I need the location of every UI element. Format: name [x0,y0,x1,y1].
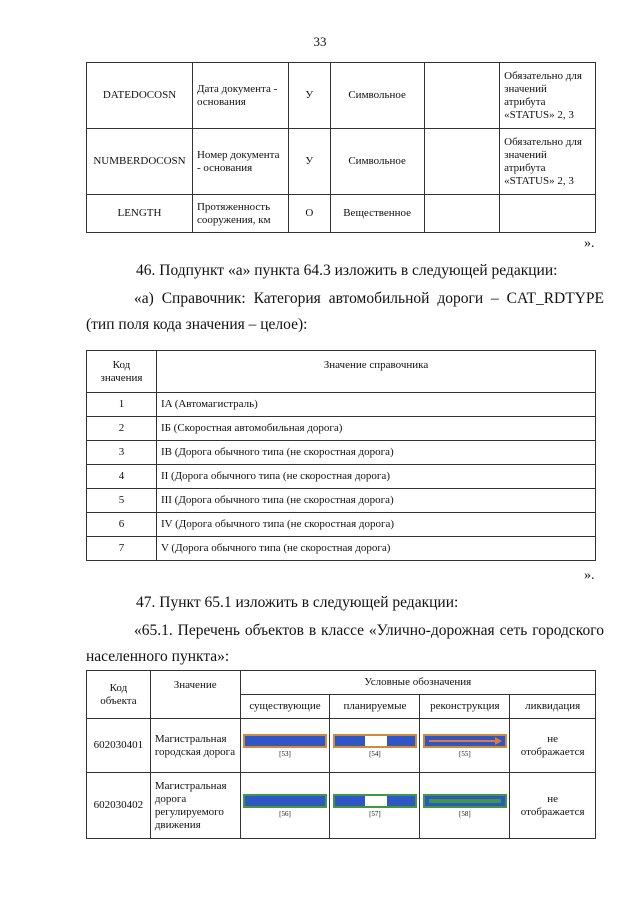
attribute-flag: У [288,63,330,129]
category-code: 7 [87,537,157,561]
table-row [87,537,596,561]
attribute-note: Обязательно для значений атрибута «STATUS» 2, 3 [500,63,596,129]
subheader-reconstruction: реконструкция [420,695,510,719]
attribute-desc: Дата документа - основания [192,63,288,129]
attribute-flag: У [288,129,330,195]
symbol-planned [330,773,420,839]
category-code: 4 [87,465,157,489]
closing-quote-2: ». [584,568,595,583]
table-row [87,773,596,839]
symbol-reconstruction [420,719,510,773]
attribute-type: Символьное [330,129,424,195]
column-header-value: Значение справочника [156,351,595,393]
attribute-flag: О [288,195,330,233]
attribute-extra [424,195,500,233]
column-header-value: Значение [150,671,240,719]
attribute-extra [424,63,500,129]
symbol-ref: [58] [459,809,471,818]
category-value: IA (Автомагистраль) [156,393,595,417]
attribute-code: NUMBERDOCOSN [87,129,193,195]
attribute-extra [424,129,500,195]
road-network-table [86,670,596,839]
object-code: 602030401 [87,719,151,773]
column-header-code: Код значения [87,351,157,393]
paragraph-46: 46. Подпункт «а» пункта 64.3 изложить в следующей редакции: [136,262,558,279]
category-code: 2 [87,417,157,441]
table-row [87,489,596,513]
table-row [87,719,596,773]
symbol-existing [240,719,330,773]
category-value: IV (Дорога обычного типа (не скоростная дорога) [156,513,595,537]
paragraph-46-line3: (тип поля кода значения – целое): [86,316,308,333]
road-symbol-arrow-icon [423,734,507,748]
road-symbol-planned-icon [333,794,417,808]
table-row [87,195,596,233]
symbol-ref: [56] [279,809,291,818]
category-value: III (Дорога обычного типа (не скоростная дорога) [156,489,595,513]
table-row [87,441,596,465]
attributes-table [86,62,596,233]
symbol-existing [240,773,330,839]
road-symbol-icon [243,794,327,808]
column-header-object-code: Код объекта [87,671,151,719]
attribute-code: DATEDOCOSN [87,63,193,129]
table-header-row [87,671,596,695]
paragraph-47: 47. Пункт 65.1 изложить в следующей редакции: [136,594,459,611]
symbol-ref: [57] [369,809,381,818]
attribute-note [500,195,596,233]
category-value: V (Дорога обычного типа (не скоростная дорога) [156,537,595,561]
road-symbol-line-icon [423,794,507,808]
category-code: 6 [87,513,157,537]
attribute-code: LENGTH [87,195,193,233]
symbol-ref: [54] [369,749,381,758]
category-value: IВ (Дорога обычного типа (не скоростная дорога) [156,441,595,465]
closing-quote: ». [584,236,595,251]
attribute-desc: Номер документа - основания [192,129,288,195]
symbol-ref: [55] [459,749,471,758]
road-category-table [86,350,596,561]
category-code: 5 [87,489,157,513]
attribute-desc: Протяженность сооружения, км [192,195,288,233]
table-row [87,513,596,537]
table-row [87,63,596,129]
category-value: II (Дорога обычного типа (не скоростная дорога) [156,465,595,489]
attribute-note: Обязательно для значений атрибута «STATUS» 2, 3 [500,129,596,195]
category-value: IБ (Скоростная автомобильная дорога) [156,417,595,441]
category-code: 3 [87,441,157,465]
road-symbol-planned-icon [333,734,417,748]
paragraph-46-line2: «а) Справочник: Категория автомобильной дороги – CAT_RDTYPE [134,290,604,307]
table-row [87,417,596,441]
object-value: Магистральная городская дорога [150,719,240,773]
subheader-planned: планируемые [330,695,420,719]
liquidation-note: не отображается [510,773,596,839]
subheader-existing: существующие [240,695,330,719]
attribute-type: Вещественное [330,195,424,233]
symbol-ref: [53] [279,749,291,758]
page-number: 33 [313,34,327,49]
table-row [87,465,596,489]
subheader-liquidation: ликвидация [510,695,596,719]
column-header-symbols: Условные обозначения [240,671,596,695]
paragraph-47-line2: «65.1. Перечень объектов в классе «Улично-дорожная сеть городского [134,622,604,639]
road-symbol-icon [243,734,327,748]
liquidation-note: не отображается [510,719,596,773]
object-value: Магистральная дорога регулируемого движения [150,773,240,839]
paragraph-47-line3: населенного пункта»: [86,648,230,665]
table-header-row [87,351,596,393]
symbol-planned [330,719,420,773]
category-code: 1 [87,393,157,417]
table-row [87,393,596,417]
symbol-reconstruction [420,773,510,839]
attribute-type: Символьное [330,63,424,129]
object-code: 602030402 [87,773,151,839]
table-row [87,129,596,195]
